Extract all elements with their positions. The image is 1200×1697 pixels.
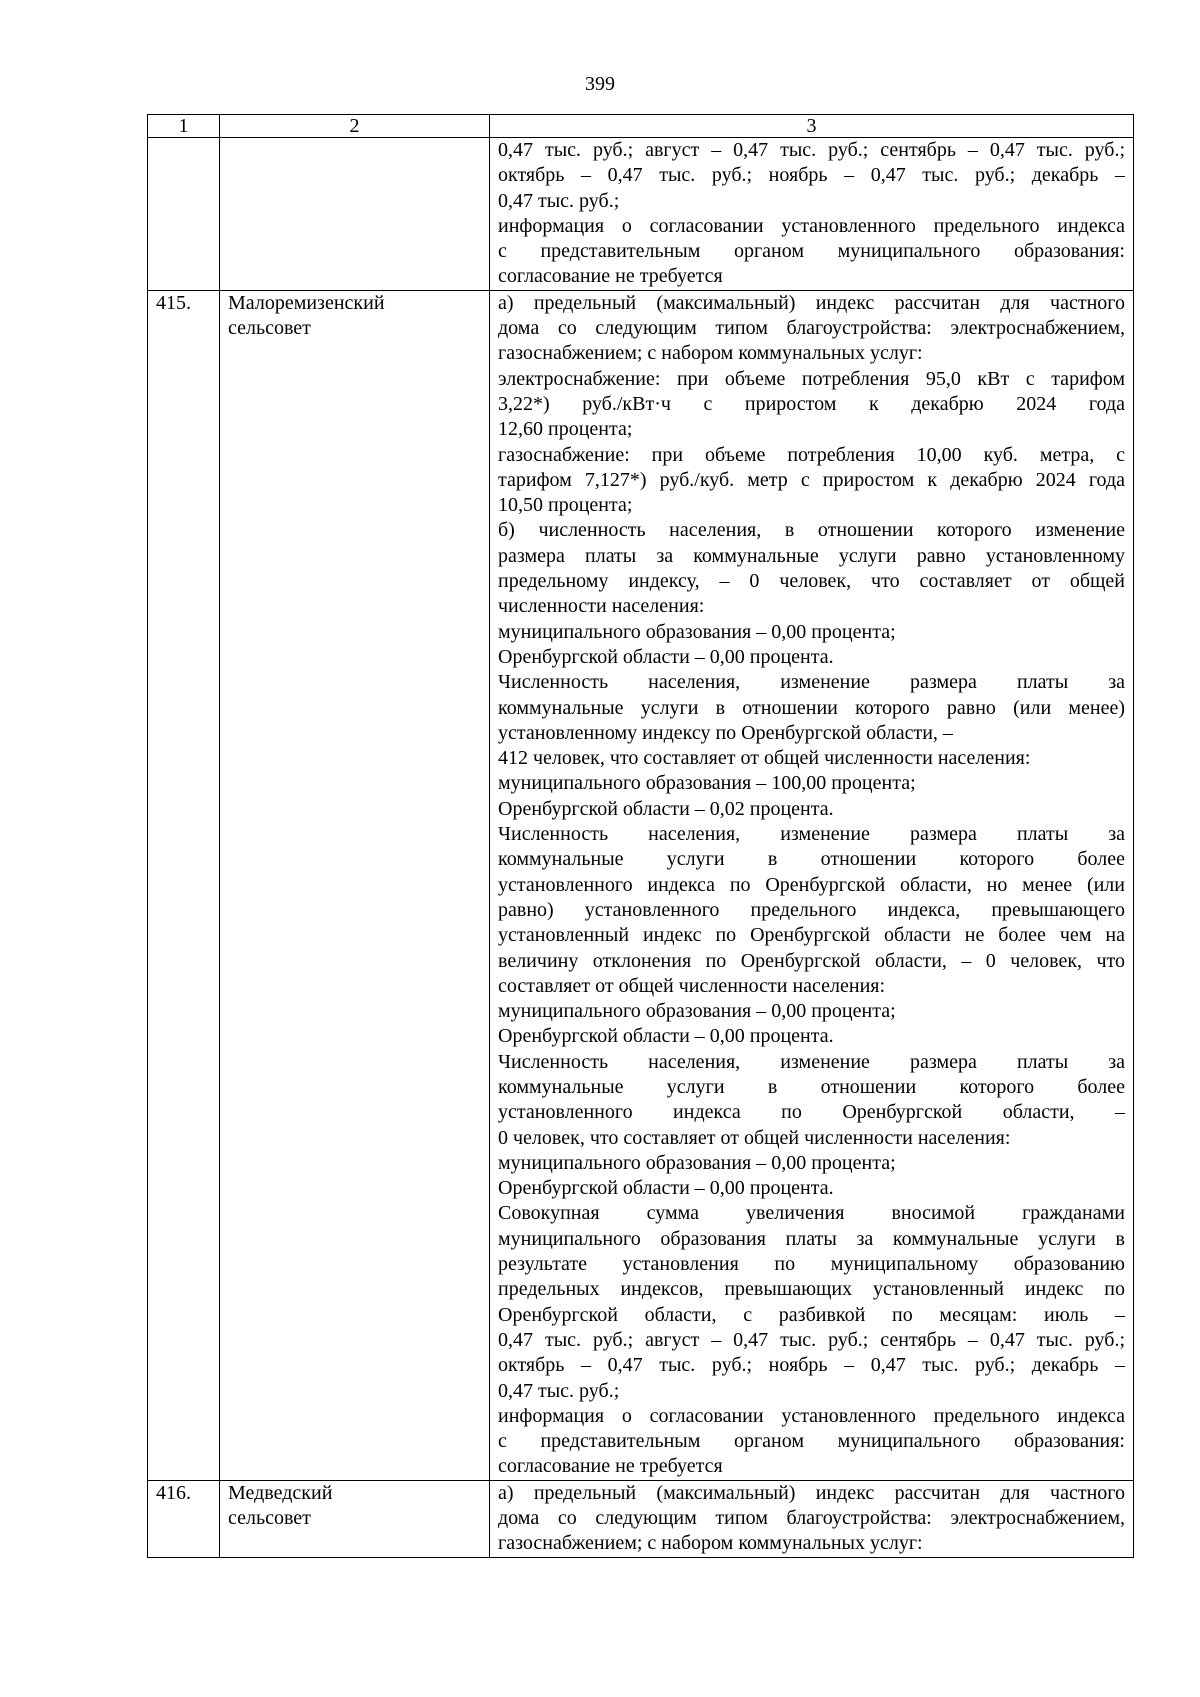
row-number-cell	[148, 138, 220, 291]
text-line: 0 человек, что составляет от общей численности населения:	[498, 1126, 1011, 1149]
text-line: Совокупная сумма увеличения вносимой гражданами	[498, 1202, 1125, 1225]
row-number-cell: 416.	[148, 1480, 220, 1557]
indices-table	[147, 114, 1134, 1558]
table-row-continuation	[148, 138, 1134, 291]
text-line: коммунальные услуги в отношении которого равно (или менее)	[498, 696, 1125, 719]
text-line: коммунальные услуги в отношении которого более	[498, 1075, 1125, 1098]
text-line: Оренбургской области – 0,00 процента.	[498, 1025, 834, 1048]
text-line: муниципального образования – 0,00 процента;	[498, 1151, 896, 1174]
text-line: 10,50 процента;	[498, 494, 633, 517]
municipality-name: Медведский	[228, 1481, 333, 1504]
text-line: 0,47 тыс. руб.; август – 0,47 тыс. руб.; сентябрь – 0,47 тыс. руб.;	[498, 139, 1125, 161]
row-text-cell	[490, 290, 1134, 1480]
text-line: газоснабжение: при объеме потребления 10,00 куб. метра, с	[498, 443, 1125, 466]
text-line: согласование не требуется	[498, 265, 723, 288]
row-number-cell: 415.	[148, 290, 220, 1480]
text-line: величину отклонения по Оренбургской области, – 0 человек, что	[498, 949, 1125, 972]
text-line: результате установления по муниципальному образованию	[498, 1253, 1125, 1276]
text-line: равно) установленного предельного индекса, превышающего	[498, 898, 1125, 921]
text-line: Численность населения, изменение размера платы за	[498, 1050, 1125, 1073]
municipality-type: сельсовет	[228, 317, 311, 340]
municipality-name: Малоремизенский	[228, 291, 385, 314]
text-line: предельных индексов, превышающих установленный индекс по	[498, 1278, 1125, 1301]
text-line: газоснабжением; с набором коммунальных услуг:	[498, 1532, 923, 1555]
text-line: установленного индекса по Оренбургской области, –	[498, 1101, 1125, 1124]
text-line: электроснабжение: при объеме потребления 95,0 кВт с тарифом	[498, 367, 1125, 390]
text-line: согласование не требуется	[498, 1455, 723, 1478]
text-line: октябрь – 0,47 тыс. руб.; ноябрь – 0,47 тыс. руб.; декабрь –	[498, 164, 1125, 187]
text-line: Оренбургской области – 0,00 процента.	[498, 645, 834, 668]
text-line: установленный индекс по Оренбургской области не более чем на	[498, 924, 1125, 947]
text-line: муниципального образования платы за коммунальные услуги в	[498, 1227, 1125, 1250]
text-line: размера платы за коммунальные услуги равно установленному	[498, 544, 1125, 567]
text-line: предельному индексу, – 0 человек, что составляет от общей	[498, 570, 1125, 593]
text-line: информация о согласовании установленного предельного индекса	[498, 214, 1125, 237]
text-line: Оренбургской области – 0,02 процента.	[498, 797, 834, 820]
text-line: с представительным органом муниципального образования:	[498, 1430, 1125, 1453]
row-name-cell	[220, 138, 490, 291]
text-line: муниципального образования – 0,00 процента;	[498, 1000, 896, 1023]
text-line: 12,60 процента;	[498, 418, 633, 441]
text-line: тарифом 7,127*) руб./куб. метр с приростом к декабрю 2024 года	[498, 468, 1125, 491]
text-line: дома со следующим типом благоустройства: электроснабжением,	[498, 317, 1125, 340]
text-line: а) предельный (максимальный) индекс рассчитан для частного	[498, 291, 1125, 314]
row-text-cell	[490, 138, 1134, 291]
text-line: установленного индекса по Оренбургской области, но менее (или	[498, 873, 1125, 896]
text-line: муниципального образования – 0,00 процента;	[498, 620, 896, 643]
text-line: 0,47 тыс. руб.;	[498, 1379, 620, 1402]
text-line: 412 человек, что составляет от общей численности населения:	[498, 747, 1031, 770]
text-line: 0,47 тыс. руб.;	[498, 189, 620, 212]
text-line: коммунальные услуги в отношении которого более	[498, 848, 1125, 871]
text-line: информация о согласовании установленного предельного индекса	[498, 1404, 1125, 1427]
page-number: 399	[585, 73, 615, 95]
text-line: с представительным органом муниципального образования:	[498, 240, 1125, 263]
text-line: составляет от общей численности населения:	[498, 974, 886, 997]
table-header-row	[148, 115, 1134, 138]
header-col-3: 3	[490, 115, 1134, 138]
text-line: 3,22*) руб./кВт·ч с приростом к декабрю 2024 года	[498, 392, 1125, 415]
municipality-type: сельсовет	[228, 1507, 311, 1530]
text-line: установленному индексу по Оренбургской области, –	[498, 721, 953, 744]
text-line: муниципального образования – 100,00 процента;	[498, 772, 916, 795]
text-line: 0,47 тыс. руб.; август – 0,47 тыс. руб.; сентябрь – 0,47 тыс. руб.;	[498, 1328, 1125, 1351]
text-line: б) численность населения, в отношении которого изменение	[498, 519, 1125, 542]
header-col-2: 2	[220, 115, 490, 138]
text-line: Численность населения, изменение размера платы за	[498, 823, 1125, 846]
table-row-415	[148, 290, 1134, 1480]
header-col-1: 1	[148, 115, 220, 138]
row-name-cell	[220, 290, 490, 1480]
row-text-cell	[490, 1480, 1134, 1557]
text-line: дома со следующим типом благоустройства: электроснабжением,	[498, 1507, 1125, 1530]
text-line: численности населения:	[498, 595, 705, 618]
table-row-416	[148, 1480, 1134, 1557]
row-name-cell	[220, 1480, 490, 1557]
text-line: Оренбургской области – 0,00 процента.	[498, 1177, 834, 1200]
text-line: газоснабжением; с набором коммунальных услуг:	[498, 342, 923, 365]
text-line: Численность населения, изменение размера платы за	[498, 671, 1125, 694]
text-line: октябрь – 0,47 тыс. руб.; ноябрь – 0,47 тыс. руб.; декабрь –	[498, 1354, 1125, 1377]
text-line: а) предельный (максимальный) индекс рассчитан для частного	[498, 1481, 1125, 1504]
text-line: Оренбургской области, с разбивкой по месяцам: июль –	[498, 1303, 1125, 1326]
